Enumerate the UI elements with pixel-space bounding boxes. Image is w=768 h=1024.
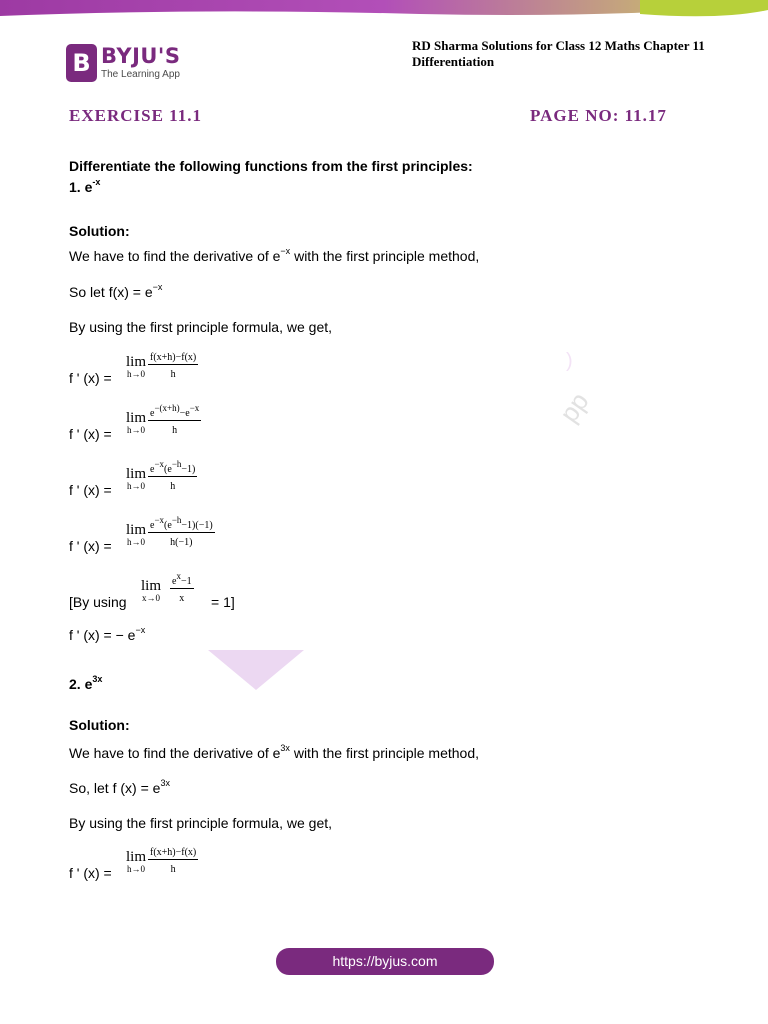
page-number-heading: PAGE NO: 11.17 bbox=[530, 106, 667, 125]
watermark-mark: ) bbox=[566, 350, 573, 372]
logo-name: BYJU'S bbox=[101, 44, 181, 68]
fraction: $\frac{f(x+h)-f(x)}{h}$ bbox=[150, 352, 197, 380]
question-2-line1: We have to find the derivative of $e^{3x}$ with the first principle method, bbox=[69, 743, 480, 761]
limit-operator: lim h→0 bbox=[125, 410, 146, 435]
instruction: Differentiate the following functions from the first principles: bbox=[69, 158, 473, 174]
footer-url-link[interactable]: https://byjus.com bbox=[276, 948, 494, 975]
q2-equation-1 bbox=[69, 847, 269, 895]
fraction: $\frac{f(x+h)-f(x)}{h}$ bbox=[150, 847, 197, 875]
question-2-line2: So, let f $(x) = e^{3x}$ bbox=[69, 778, 170, 796]
question-2-line3: By using the first principle formula, we get, bbox=[69, 815, 333, 831]
q1-equation-1 bbox=[69, 352, 269, 400]
by-using-text: [By using bbox=[69, 594, 127, 610]
equation-lhs: f ' (x) = bbox=[69, 426, 112, 442]
q1-equation-4 bbox=[69, 514, 289, 568]
byjus-logo bbox=[66, 44, 180, 82]
question-1-line1: We have to find the derivative of $e^{-x}$ with the first principle method, bbox=[69, 246, 480, 264]
fraction: $\frac{e^{-(x+h)}-e^{-x}}{h}$ bbox=[150, 402, 200, 436]
question-1-solution-heading: Solution: bbox=[69, 223, 130, 239]
equation-lhs: f ' (x) = bbox=[69, 370, 112, 386]
fraction: $\frac{e^{-x}(e^{-h}-1)}{h}$ bbox=[150, 458, 196, 492]
by-using-end: = 1] bbox=[211, 594, 235, 610]
question-1-line3: By using the first principle formula, we get, bbox=[69, 319, 333, 335]
document-title-line1: RD Sharma Solutions for Class 12 Maths Chapter 11 bbox=[412, 38, 705, 53]
equation-lhs: f ' (x) = bbox=[69, 482, 112, 498]
exercise-heading: EXERCISE 11.1 bbox=[69, 106, 202, 125]
limit-operator: lim h→0 bbox=[125, 354, 146, 379]
q1-equation-3 bbox=[69, 458, 269, 512]
limit-operator: lim h→0 bbox=[125, 849, 146, 874]
question-1-result: f ' (x) = − $e^{-x}$ bbox=[69, 625, 146, 643]
question-1-label: 1. $e^{-x}$ bbox=[69, 177, 101, 195]
question-1-line2: So let $f(x) = e^{-x}$ bbox=[69, 282, 163, 300]
fraction: $\frac{e^{-x}(e^{-h}-1)(-1)}{h(-1)}$ bbox=[150, 514, 213, 548]
equation-lhs: f ' (x) = bbox=[69, 865, 112, 881]
limit-operator: lim h→0 bbox=[125, 466, 146, 491]
logo-mark: B bbox=[66, 44, 97, 82]
equation-lhs: f ' (x) = bbox=[69, 538, 112, 554]
document-title-line2: Differentiation bbox=[412, 54, 495, 69]
limit-operator: lim x→0 bbox=[140, 578, 161, 603]
q1-equation-2 bbox=[69, 402, 269, 456]
document-title bbox=[412, 38, 705, 70]
top-decorative-band bbox=[0, 0, 768, 20]
question-2-label: 2. $e^{3x}$ bbox=[69, 674, 103, 692]
question-2-solution-heading: Solution: bbox=[69, 717, 130, 733]
q1-standard-limit bbox=[69, 570, 289, 624]
watermark-triangle bbox=[208, 650, 304, 690]
limit-operator: lim h→0 bbox=[125, 522, 146, 547]
watermark-text: pp bbox=[553, 386, 595, 428]
fraction: $\frac{e^x-1}{x}$ bbox=[172, 570, 192, 604]
logo-tagline: The Learning App bbox=[101, 69, 180, 80]
